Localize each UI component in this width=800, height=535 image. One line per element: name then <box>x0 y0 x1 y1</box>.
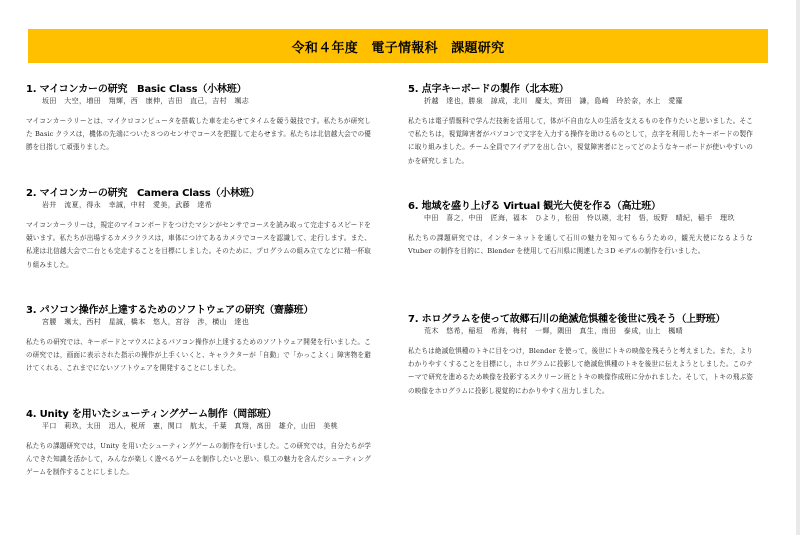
section-camera-class <box>26 188 371 272</box>
section-body: 私たちは絶滅危惧種のトキに目をつけ，Blender を使って，後世にトキの映像を残そうと考えました。また，よりわかりやすくすることを目標にし，ホログラムに投影して絶滅危惧種のトキを後世に伝えようとしました。このテーマで研究を進めるため映像を投影するスクリーン班とトキの映像作成班に分かれました。そして，トキの飛ぶ姿の映像をホログラムに投影し視覚的にわかりやすく出力しました。 <box>408 347 753 395</box>
section-title: 4. Unity を用いたシューティングゲーム制作（岡部班） <box>26 409 277 420</box>
section-members: 平口 莉玖，太田 迅人，税所 憲，関口 航太，千葉 真翔，髙田 雄介，山田 美桃 <box>42 422 338 430</box>
section-body: 私たちの課題研究では，インターネットを通して石川の魅力を知ってもらうための，観光大使になるような Vtuber の制作を目的に、Blender を使用して石川県に関連した３D モデルの制作を行いました。 <box>408 234 753 256</box>
section-members: 宮腰 颯太，西村 星誠，橋本 悠人，宮谷 渉，横山 達也 <box>42 318 250 326</box>
page-title: 令和４年度 電子情報科 課題研究 <box>291 40 505 56</box>
section-typing-software <box>26 305 371 376</box>
section-unity-game <box>26 409 371 480</box>
section-members: 坂田 大空，増田 翔輝，西 康伸，吉田 直己，吉村 颯志 <box>42 97 250 105</box>
section-title: 2. マイコンカーの研究 Camera Class（小林班） <box>26 188 260 199</box>
section-members: 岩井 流夏，得永 幸誠，中村 愛美，武藤 達希 <box>42 201 213 209</box>
section-body: 私たちは電子情報科で学んだ技術を活用して，体が不自由な人の生活を支えるものを作りたいと思いました。そこで私たちは，視覚障害者がパソコンで文字を入力する操作を助けるものとして，点字を利用したキーボードの製作に取り組みました。チーム全員でアイデアを出し合い，視覚障害者にとってどのようなキーボードが使いやすいのかを研究しました。 <box>408 117 753 165</box>
section-members: 折越 達也，勝泉 諒成，北川 慶太，齊田 謙，島崎 玲於奈，水上 愛羅 <box>424 97 683 105</box>
section-body: マイコンカーラリーとは、マイクロコンピュータを搭載した車を走らせてタイムを競う競技です。私たちが研究した Basic クラスは，機体の先端についた８つのセンサでコースを把握して走らせます。私たちは北信越大会での優勝を目指して頑張りました。 <box>26 117 371 152</box>
section-members: 中田 喜之，中田 匠海，福本 ひより，松田 怜以瑛，北村 悟，坂野 晴紀，稲手 理玖 <box>424 214 735 222</box>
section-members: 荒木 悠希，稲垣 希海，梅村 一輝，隅田 真生，南田 泰成，山上 楓晴 <box>424 327 683 335</box>
section-title: 6. 地域を盛り上げる Virtual 観光大使を作る（高辻班） <box>408 201 661 212</box>
title-banner <box>28 29 768 63</box>
section-title: 1. マイコンカーの研究 Basic Class（小林班） <box>26 84 247 95</box>
section-basic-class <box>26 84 371 155</box>
section-body: 私たちの研究では、キーボードとマウスによるパソコン操作が上達するためのソフトウェア開発を行いました。この研究では，画面に表示された指示の操作が上手くいくと、キャラクターが「自動」で「かっこよく」障害物を避けてくれる、これまでにないソフトウェアを開発することにしました。 <box>26 338 371 373</box>
section-title: 5. 点字キーボードの製作（北本班） <box>408 84 569 95</box>
section-hologram <box>408 314 753 398</box>
section-braille-keyboard <box>408 84 753 168</box>
section-body: マイコンカーラリーは，規定のマイコンボードをつけたマシンがセンサでコースを読み取って完走するスピードを競います。私たちが出場するカメラクラスは，車体につけてあるカメラでコースを認識して、走行します。また、私達は北信越大会で二台とも完走することを目標にしました。そのために、プログラムの組み立てなどに精一杯取り組みました。 <box>26 221 371 269</box>
section-body: 私たちの課題研究では，Unity を用いたシューティングゲームの制作を行いました。この研究では，自分たちが学んできた知識を活かして，みんなが楽しく遊べるゲームを制作したいと思い、県工の魅力を含んだシューティングゲームを制作することにしました。 <box>26 442 371 477</box>
section-virtual-ambassador <box>408 201 753 258</box>
section-title: 7. ホログラムを使って故郷石川の絶滅危惧種を後世に残そう（上野班） <box>408 314 726 325</box>
section-title: 3. パソコン操作が上達するためのソフトウェアの研究（齋藤班） <box>26 305 314 316</box>
